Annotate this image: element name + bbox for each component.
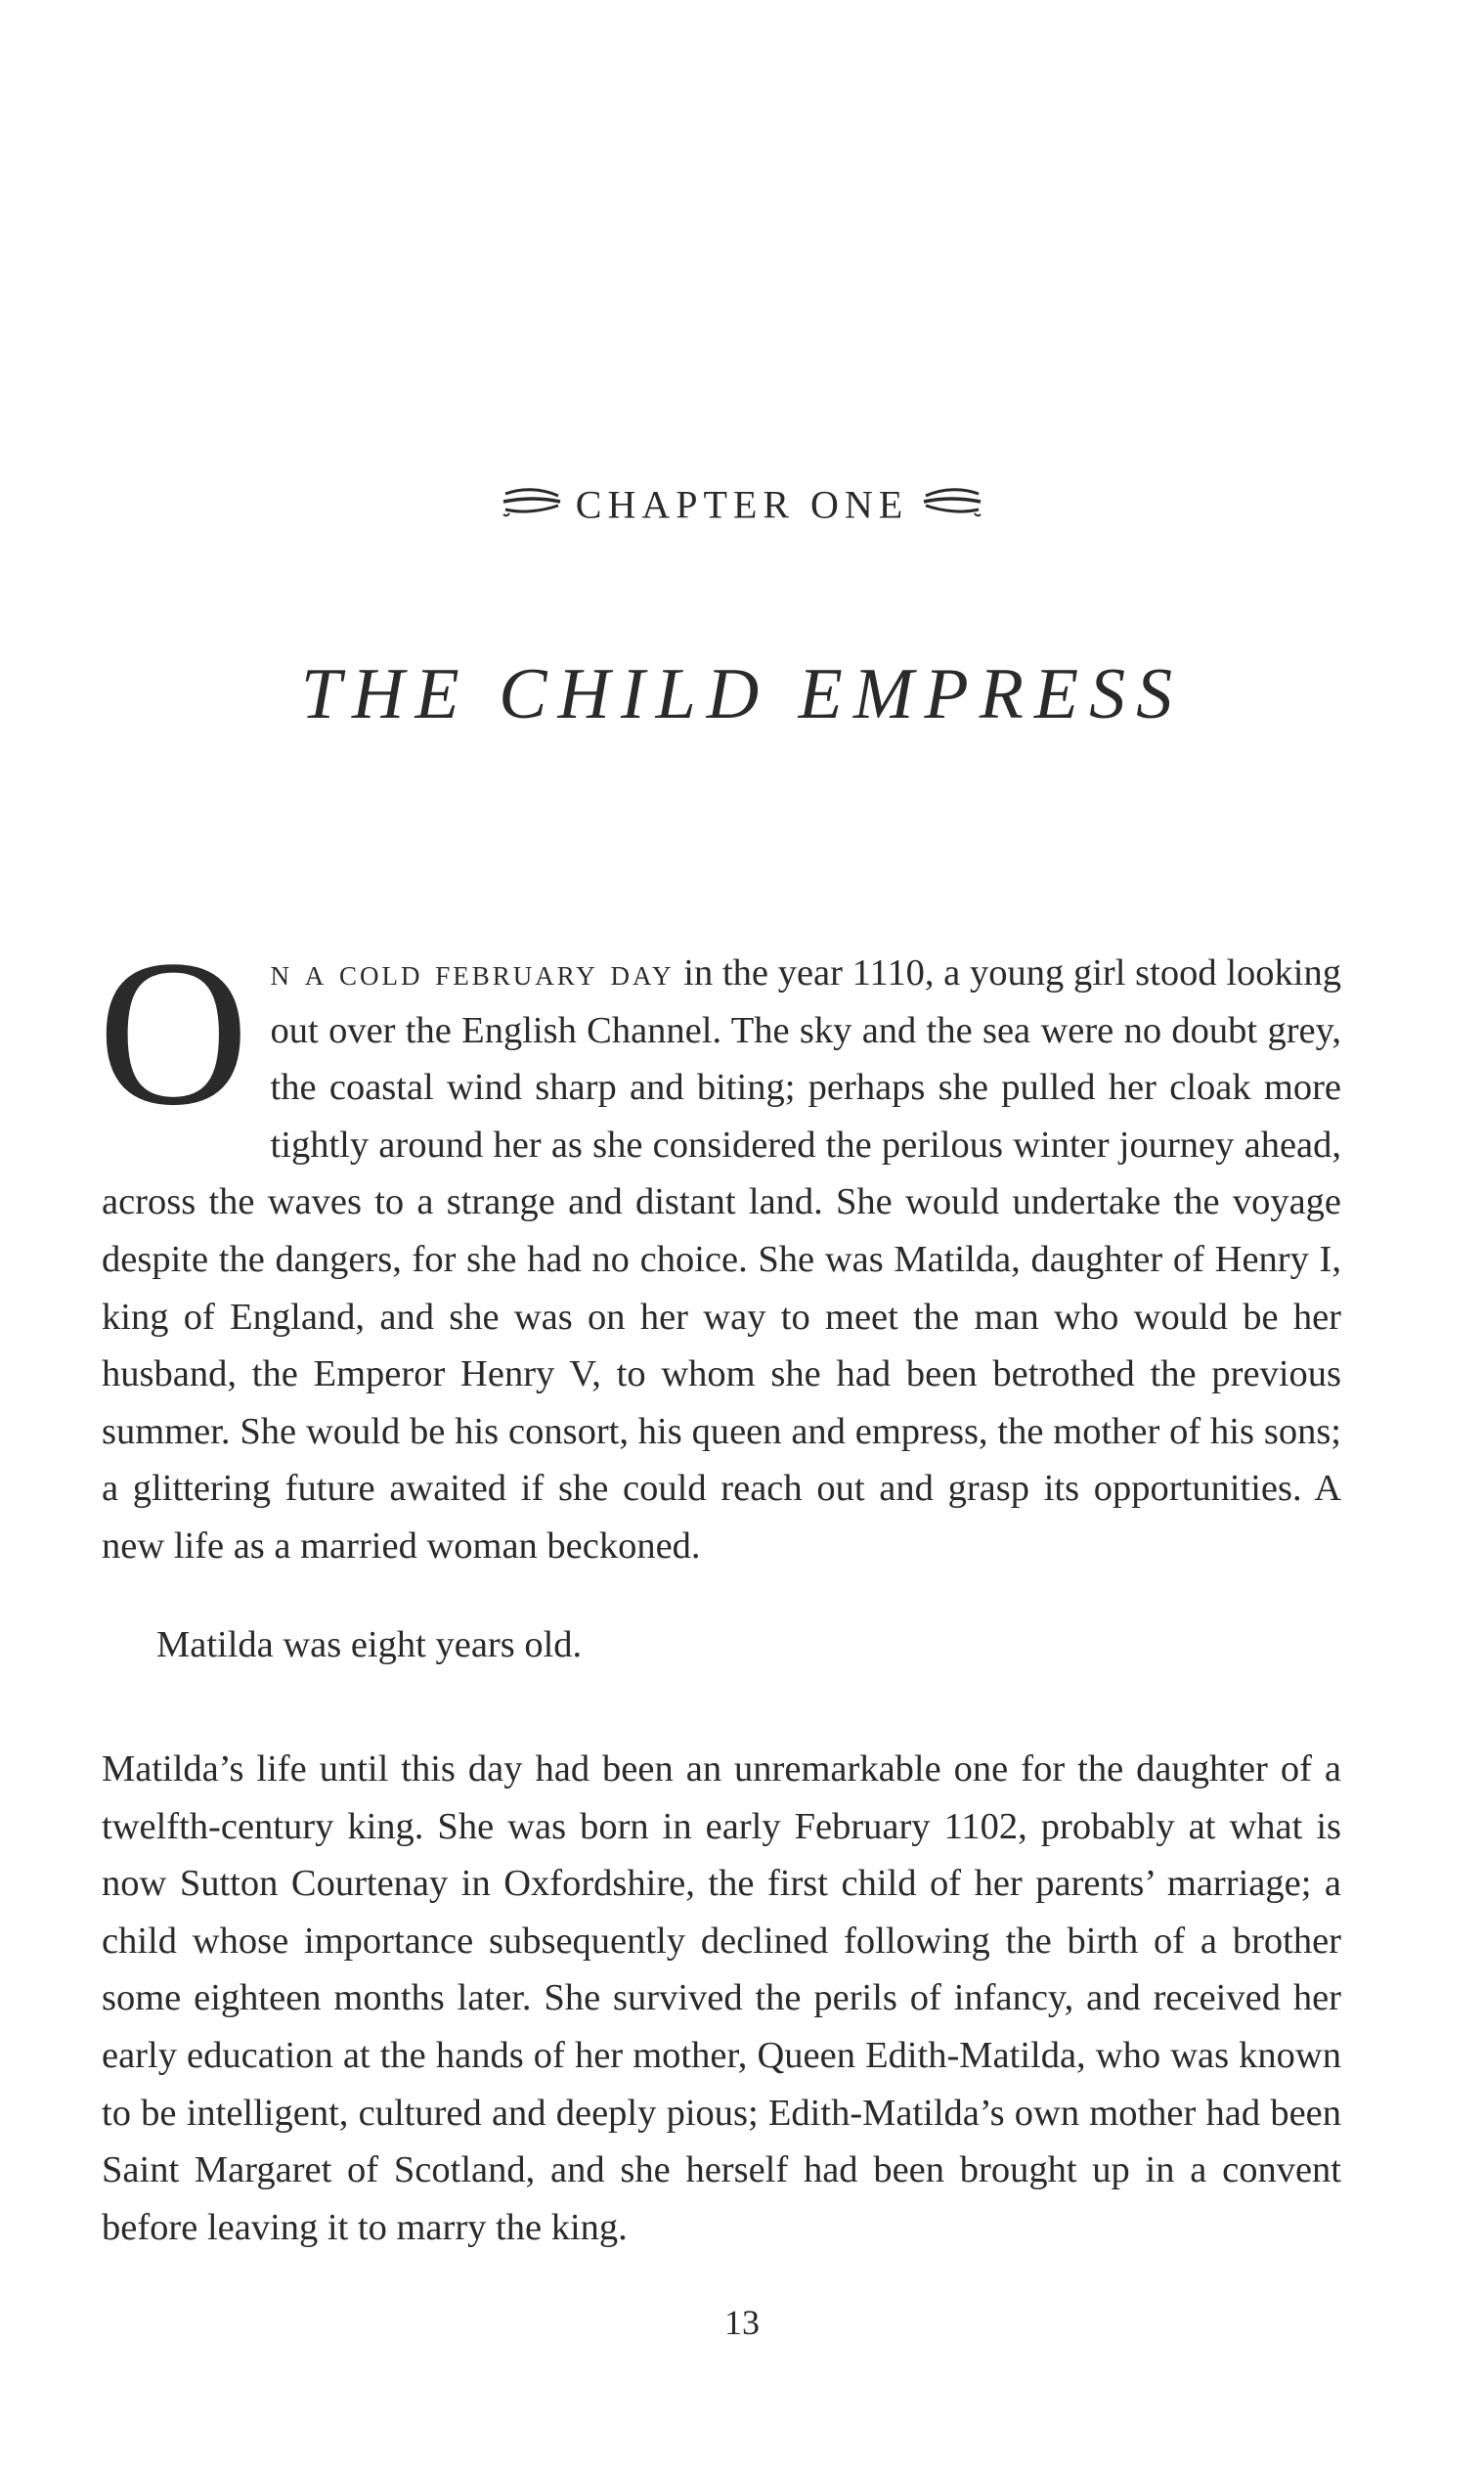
short-paragraph [102, 1616, 1341, 1674]
paragraph-text: Matilda was eight years old. [156, 1624, 583, 1665]
paragraph-text: Matilda’s life until this day had been an unremarkable one for the daughter of a twelfth-century king. She was born in early February 1102, probably at what is now Sutton Courtenay in Oxfordshire, the first child of her parents’ marriage; a child whose importance subsequently declined following the birth of a brother some eighteen months later. She survived the perils of infancy, and received her early education at the hands of her mother, Queen Edith-Matilda, who was known to be intelligent, cultured and deeply pious; Edith-Matilda’s own mother had been Saint Margaret of Scotland, and she herself had been brought up in a convent before leaving it to marry the king. [102, 1748, 1341, 2248]
opening-paragraph [98, 917, 1341, 1575]
chapter-title: THE CHILD EMPRESS [300, 654, 1184, 734]
body-paragraph [102, 1741, 1341, 2256]
fleuron-left-icon [502, 481, 562, 527]
lead-in-smallcaps: n a cold february day [270, 952, 675, 994]
chapter-label: CHAPTER ONE [575, 482, 909, 527]
drop-cap: O [98, 917, 249, 1149]
page-number: 13 [724, 2303, 760, 2342]
chapter-heading [0, 477, 1484, 527]
opening-text: in the year 1110, a young girl stood looking out over the English Channel. The sky and the sea were no doubt grey, the coastal wind sharp and biting; perhaps she pulled her cloak more tightly around her as she considered the perilous winter journey ahead, across the waves to a strange and distant land. She would undertake the voyage despite the dangers, for she had no choice. She was Matilda, daughter of Henry I, king of England, and she was on her way to meet the man who would be her husband, the Emperor Henry V, to whom she had been betrothed the previous summer. She would be his consort, his queen and empress, the mother of his sons; a glittering future awaited if she could reach out and grasp its opportunities. A new life as a married woman beckoned. [102, 952, 1341, 1567]
fleuron-right-icon [922, 481, 982, 527]
